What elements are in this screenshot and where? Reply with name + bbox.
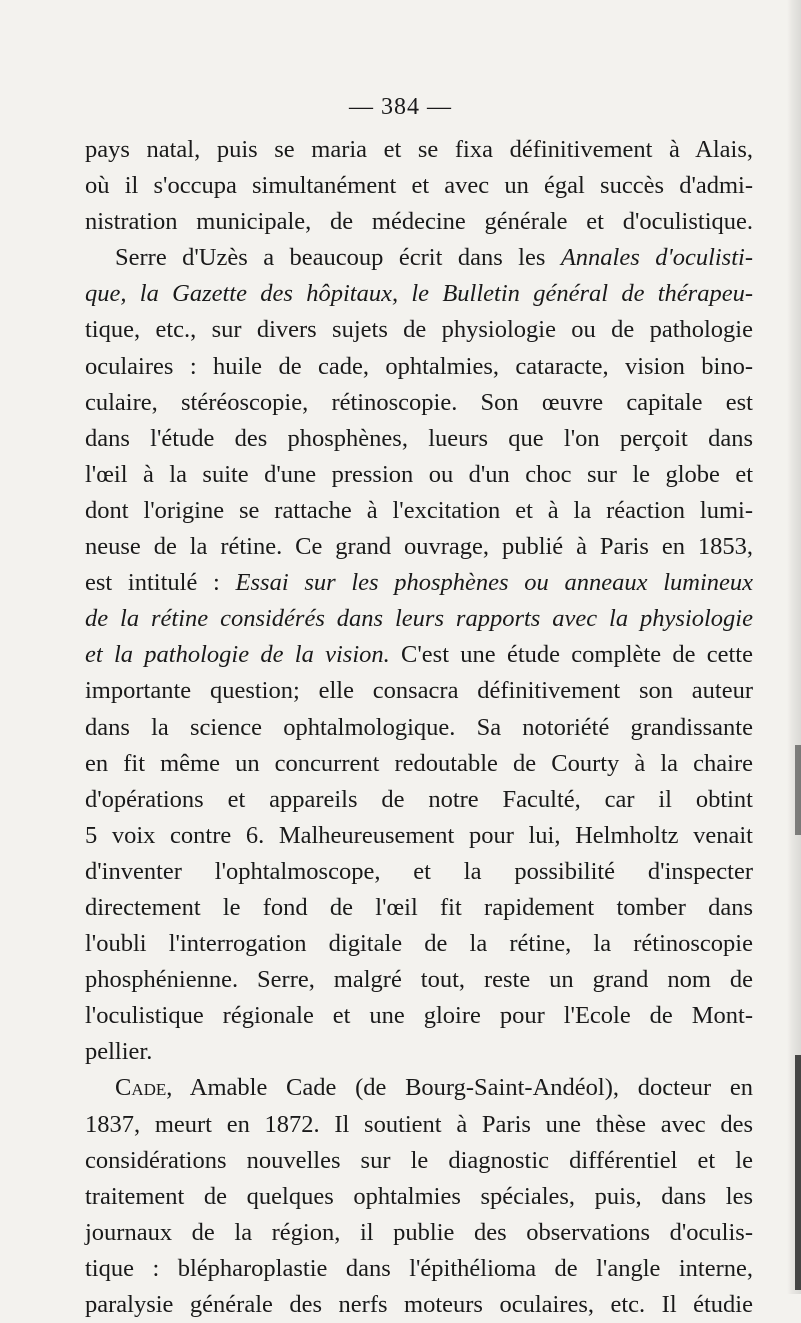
text-line: 1837, meurt en 1872. Il soutient à Paris une thèse avec des bbox=[85, 1110, 753, 1138]
text-line: directement le fond de l'œil fit rapidement tomber dans bbox=[85, 893, 753, 921]
text-line: dans la science ophtalmologique. Sa notoriété grandissante bbox=[85, 713, 753, 741]
text-line bbox=[85, 240, 753, 276]
text-line: culaire, stéréoscopie, rétinoscopie. Son œuvre capitale est bbox=[85, 388, 753, 416]
text-line: considérations nouvelles sur le diagnostic différentiel et le bbox=[85, 1146, 753, 1174]
person-name: Cade bbox=[115, 1074, 167, 1102]
text-line: l'oculistique régionale et une gloire pour l'Ecole de Mont- bbox=[85, 1002, 753, 1030]
journal-titles-line: que, la Gazette des hôpitaux, le Bulletin général de thérapeu- bbox=[85, 280, 753, 308]
text-line: d'inventer l'ophtalmoscope, et la possibilité d'inspecter bbox=[85, 857, 753, 885]
text-line: tique : blépharoplastie dans l'épithélioma de l'angle interne, bbox=[85, 1254, 753, 1282]
text-line: paralysie générale des nerfs moteurs oculaires, etc. Il étudie bbox=[85, 1291, 753, 1318]
text-line bbox=[85, 637, 753, 673]
text-line: nistration municipale, de médecine générale et d'oculistique. bbox=[85, 208, 753, 236]
text-span: Serre d'Uzès a beaucoup écrit dans les bbox=[115, 244, 561, 272]
page-number: — 384 — bbox=[349, 94, 452, 120]
text-line: où il s'occupa simultanément et avec un égal succès d'admi- bbox=[85, 172, 753, 200]
text-line: importante question; elle consacra définitivement son auteur bbox=[85, 677, 753, 705]
text-line: dont l'origine se rattache à l'excitation et à la réaction lumi- bbox=[85, 496, 753, 524]
body-text bbox=[85, 132, 753, 1323]
page-edge-mark bbox=[795, 1055, 801, 1290]
text-line: pellier. bbox=[85, 1038, 153, 1066]
text-line: journaux de la région, il publie des observations d'oculis- bbox=[85, 1218, 753, 1246]
text-line: pays natal, puis se maria et se fixa définitivement à Alais, bbox=[85, 136, 753, 163]
text-line: 5 voix contre 6. Malheureusement pour lui, Helmholtz venait bbox=[85, 821, 753, 849]
book-title-cont: de la rétine considérés dans leurs rapports avec la physiologie bbox=[85, 605, 753, 633]
book-title-end: et la pathologie de la vision. bbox=[85, 641, 390, 669]
book-title: Essai sur les phosphènes ou anneaux lumineux bbox=[235, 569, 754, 597]
text-line: d'opérations et appareils de notre Faculté, car il obtint bbox=[85, 785, 753, 813]
text-span: C'est une étude complète de cette bbox=[389, 641, 753, 669]
text-line: en fit même un concurrent redoutable de Courty à la chaire bbox=[85, 749, 753, 777]
text-line: neuse de la rétine. Ce grand ouvrage, publié à Paris en 1853, bbox=[85, 533, 753, 561]
text-line bbox=[85, 1070, 753, 1106]
journal-title: Annales d'oculisti- bbox=[560, 244, 753, 272]
text-line bbox=[85, 276, 753, 312]
text-line: l'oubli l'interrogation digitale de la rétine, la rétinoscopie bbox=[85, 930, 753, 958]
text-span: , Amable Cade (de Bourg-Saint-Andéol), docteur en bbox=[166, 1074, 753, 1102]
text-line: tique, etc., sur divers sujets de physiologie ou de pathologie bbox=[85, 316, 753, 344]
text-line: oculaires : huile de cade, ophtalmies, cataracte, vision bino- bbox=[85, 352, 753, 380]
text-span: est intitulé : bbox=[85, 569, 236, 597]
text-line: dans l'étude des phosphènes, lueurs que l'on perçoit dans bbox=[85, 424, 753, 452]
text-line: l'œil à la suite d'une pression ou d'un choc sur le globe et bbox=[85, 460, 753, 488]
text-line: traitement de quelques ophtalmies spéciales, puis, dans les bbox=[85, 1182, 753, 1210]
text-line bbox=[85, 565, 753, 601]
page-edge-mark bbox=[795, 745, 801, 835]
text-line bbox=[85, 601, 753, 637]
text-line: phosphénienne. Serre, malgré tout, reste un grand nom de bbox=[85, 966, 753, 994]
